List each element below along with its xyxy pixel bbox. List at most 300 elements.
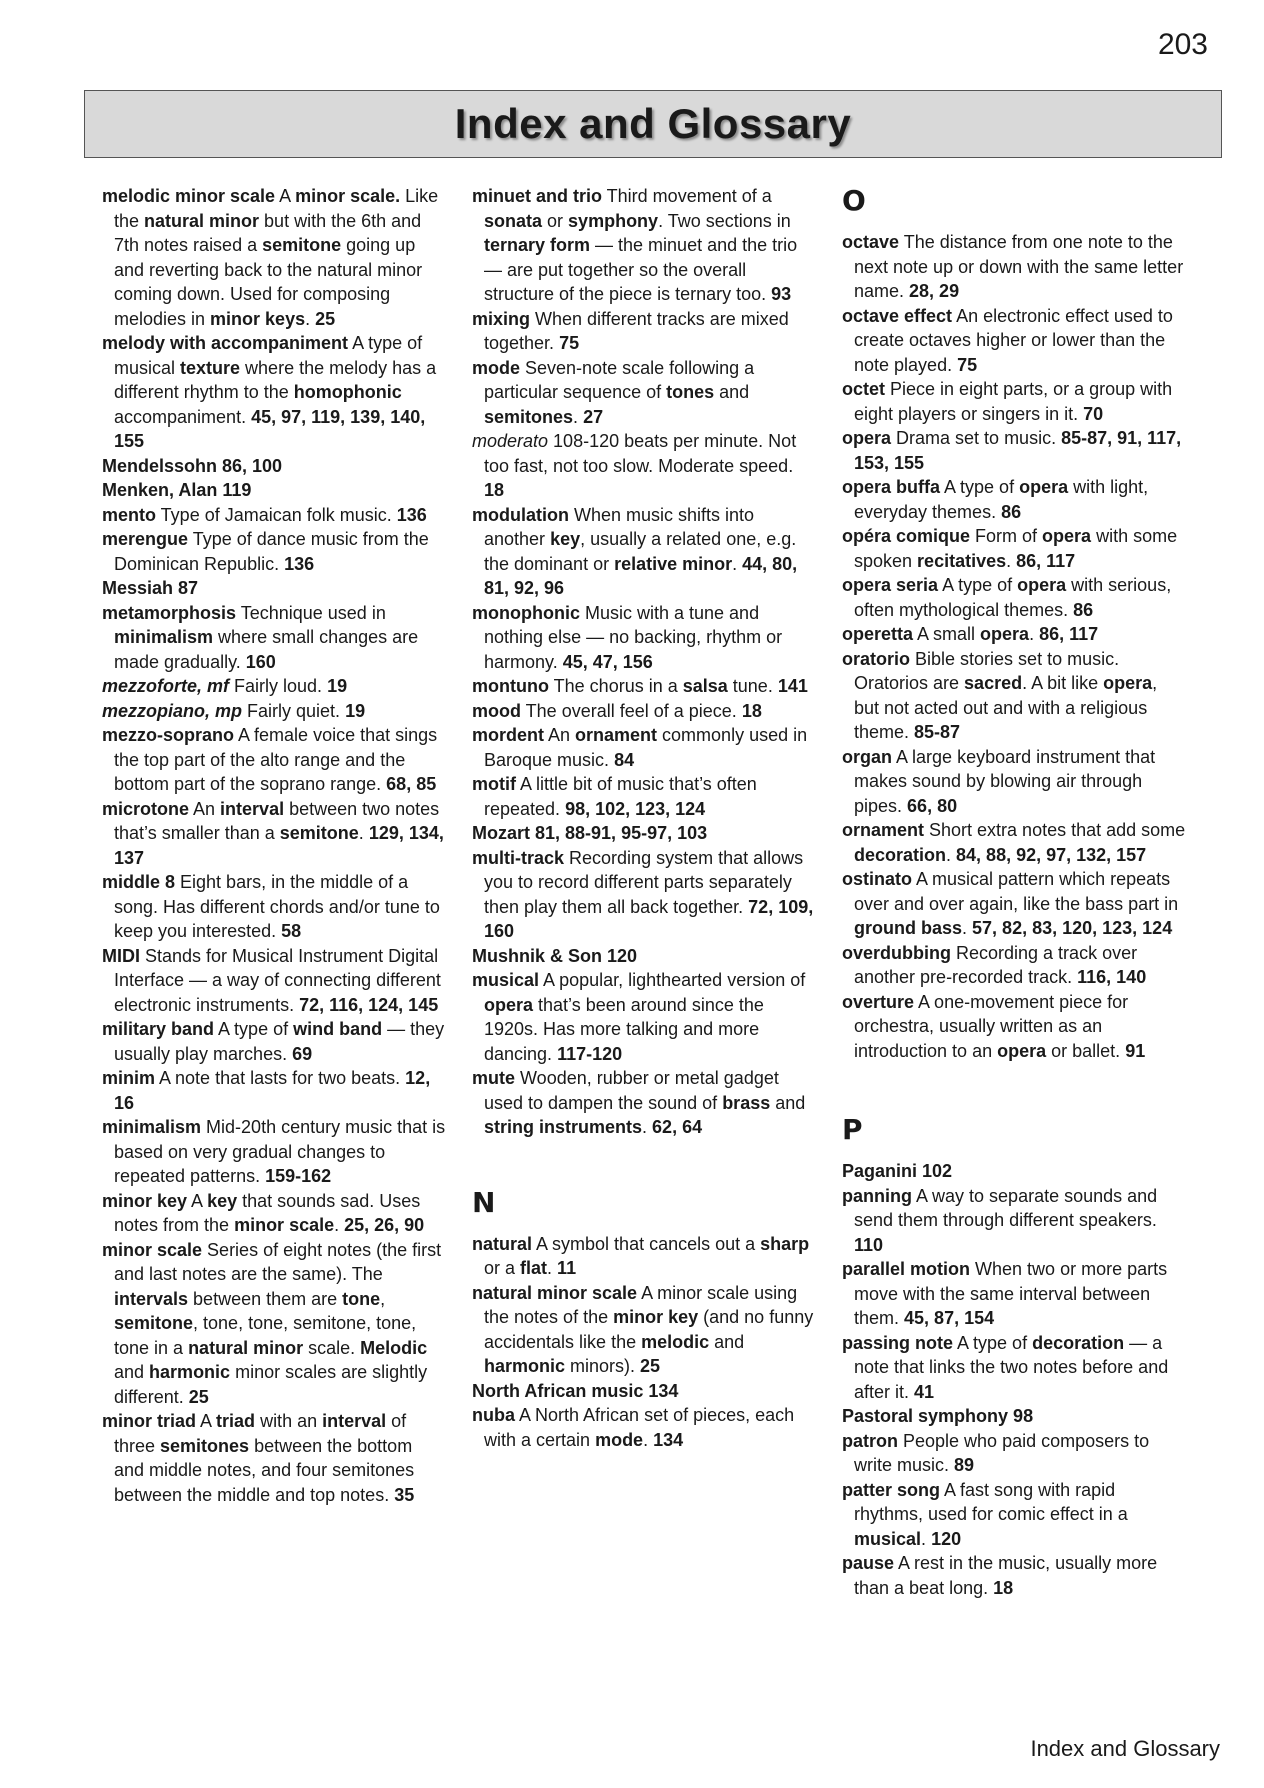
bold-text: 12, 16 (114, 1068, 431, 1113)
bold-text: 68, 85 (386, 774, 437, 794)
bold-text: organ (842, 746, 893, 767)
definition-text: with serious, often mythological themes. (854, 575, 1172, 620)
bold-text: semitone (114, 1313, 194, 1333)
index-entry (842, 573, 1187, 622)
bold-text: sacred (964, 673, 1023, 693)
bold-text: brass (722, 1092, 771, 1113)
bold-text: minor key (613, 1307, 699, 1327)
index-entry (842, 377, 1187, 426)
definition-text: between the bottom and middle notes, and four semitones between the middle and top notes. (114, 1435, 415, 1505)
index-entry (842, 1159, 1187, 1184)
index-entry (472, 674, 817, 699)
bold-text: opera (1019, 477, 1069, 497)
definition-text: A way to separate sounds and send them through different speakers. (854, 1185, 1158, 1230)
bold-text: harmonic (484, 1356, 566, 1376)
index-entry (842, 1404, 1187, 1429)
bold-text: wind band (293, 1019, 383, 1039)
definition-text: . (573, 406, 584, 427)
index-entry (102, 1115, 447, 1189)
index-entry (102, 576, 447, 601)
index-entry (842, 1429, 1187, 1478)
bold-text: overdubbing (842, 942, 951, 963)
italic-text: moderato (472, 431, 549, 451)
bold-text: 91 (1125, 1040, 1146, 1061)
bold-text: mezzo-soprano (102, 725, 235, 745)
bold-text: octave (842, 232, 900, 252)
bold-text: texture (180, 357, 241, 378)
index-entry (472, 968, 817, 1066)
index-entry (102, 1238, 447, 1410)
bold-text: 28, 29 (909, 281, 960, 301)
definition-text: . (1006, 550, 1017, 571)
definition-text: and (714, 382, 750, 402)
bold-text: opera buffa (842, 477, 941, 497)
bold-text: 136 (284, 553, 315, 574)
bold-text: 27 (583, 406, 604, 427)
index-entry (472, 601, 817, 675)
bold-text: 160 (245, 651, 276, 672)
definition-text: . (358, 823, 369, 843)
bold-text: 18 (741, 700, 762, 721)
bold-text: interval (220, 798, 285, 819)
bold-text: opera (842, 428, 892, 448)
index-entry (472, 356, 817, 430)
definition-text: Eight bars, in the middle of a song. Has different chords and/or tune to keep you interested. (114, 872, 440, 941)
definition-text: Stands for Musical Instrument Digital Interface — a way of connecting different electronic instruments. (114, 945, 441, 1015)
index-entry (102, 723, 447, 797)
bold-text: interval (322, 1411, 387, 1431)
index-entry (472, 944, 817, 969)
index-entry (472, 723, 817, 772)
definition-text: with light, everyday themes. (854, 477, 1149, 522)
bold-text: triad (216, 1411, 256, 1431)
bold-text: 25 (640, 1356, 661, 1376)
definition-text: Music with a tune and nothing else — no backing, rhythm or harmony. (484, 602, 783, 672)
bold-text: pause (842, 1553, 895, 1573)
bold-text: flat (520, 1258, 548, 1278)
bold-text: patter song (842, 1479, 941, 1500)
bold-text: minimalism (102, 1117, 202, 1137)
bold-text: decoration (1032, 1332, 1125, 1353)
bold-text: Melodic (360, 1337, 428, 1358)
bold-text: semitones (484, 406, 574, 427)
bold-text: operetta (842, 624, 914, 644)
bold-text: opera (1017, 575, 1067, 595)
bold-text: musical (472, 970, 540, 990)
definition-text: that sounds sad. Uses notes from the (114, 1190, 421, 1235)
index-entry (472, 821, 817, 846)
bold-text: 86, 117 (1039, 624, 1099, 644)
bold-text: natural minor scale (472, 1282, 638, 1303)
bold-text: 75 (957, 354, 978, 375)
index-entry (472, 1066, 817, 1140)
bold-text: Paganini 102 (842, 1161, 953, 1181)
definition-text: Drama set to music. (891, 428, 1062, 448)
bold-text: relative minor (614, 553, 733, 574)
bold-text: 93 (771, 284, 792, 304)
bold-text: oratorio (842, 648, 911, 669)
bold-text: 58 (281, 921, 302, 941)
definition-text: where the melody has a different rhythm to the (114, 357, 437, 402)
definition-text: Piece in eight parts, or a group with eight players or singers in it. (854, 379, 1173, 424)
bold-text: sharp (760, 1233, 810, 1254)
bold-text: 57, 82, 83, 120, 123, 124 (972, 918, 1173, 938)
definition-text: A little bit of music that’s often repeated. (484, 774, 757, 819)
bold-text: 11 (557, 1258, 577, 1278)
bold-text: 18 (484, 480, 505, 500)
definition-text: 108-120 beats per minute. Not too fast, not too slow. Moderate speed. (484, 431, 797, 476)
definition-text: scale. (303, 1337, 361, 1358)
bold-text: nuba (472, 1405, 515, 1425)
bold-text: 41 (914, 1381, 935, 1402)
bold-text: 35 (394, 1484, 415, 1505)
bold-text: 62, 64 (652, 1117, 703, 1137)
definition-text: . (643, 1429, 654, 1450)
bold-text: melody with accompaniment (102, 333, 349, 353)
index-entry (102, 478, 447, 503)
title-banner (84, 90, 1222, 158)
bold-text: 45, 97, 119, 139, 140, 155 (114, 406, 426, 451)
index-entry (472, 699, 817, 724)
index-entry (472, 503, 817, 601)
index-entry (842, 426, 1187, 475)
definition-text: Recording system that allows you to record different parts separately then play them all back together. (484, 847, 804, 917)
index-entry (102, 674, 447, 699)
bold-text: mood (472, 700, 521, 721)
bold-text: natural minor (188, 1337, 304, 1358)
bold-italic-text: mezzopiano, mp (102, 700, 243, 721)
definition-text: with an (255, 1411, 323, 1431)
bold-text: mixing (472, 308, 531, 329)
bold-text: minor scale (234, 1215, 335, 1235)
bold-text: modulation (472, 504, 569, 525)
index-entry (842, 818, 1187, 867)
definition-text: , usually a related one, e.g. the dominant or (484, 529, 797, 574)
bold-text: Messiah 87 (102, 578, 199, 598)
bold-text: intervals (114, 1288, 189, 1309)
definition-text: A one-movement piece for orchestra, usually written as an introduction to an (854, 991, 1129, 1061)
bold-text: ground bass (854, 918, 963, 938)
definition-text: where small changes are made gradually. (114, 627, 419, 672)
bold-text: motif (472, 774, 516, 794)
definition-text: , but not acted out and with a religious theme. (854, 673, 1158, 742)
definition-text: Type of Jamaican folk music. (156, 504, 397, 525)
definition-text: Mid-20th century music that is based on very gradual changes to repeated patterns. (114, 1117, 446, 1186)
index-column-1 (102, 184, 447, 1507)
definition-text: and (114, 1362, 150, 1382)
index-entry (472, 772, 817, 821)
definition-text: Wooden, rubber or metal gadget used to dampen the sound of (484, 1068, 779, 1113)
index-entry (102, 527, 447, 576)
definition-text: going up and reverting back to the natural minor coming down. Used for composing melodies in (114, 235, 423, 329)
definition-text: commonly used in Baroque music. (484, 725, 808, 770)
definition-text: . (732, 553, 743, 574)
bold-text: ornament (575, 725, 658, 745)
page-number: 203 (1157, 28, 1208, 61)
bold-text: 44, 80, 81, 92, 96 (484, 553, 798, 598)
bold-text: minor scale. (295, 186, 401, 206)
bold-text: 45, 87, 154 (904, 1308, 995, 1328)
bold-text: MIDI (102, 945, 140, 966)
definition-text: A fast song with rapid rhythms, used for comic effect in a (854, 1479, 1128, 1524)
bold-text: 19 (327, 676, 348, 696)
definition-text: of three (114, 1411, 407, 1456)
index-entry (842, 622, 1187, 647)
bold-text: 18 (993, 1577, 1014, 1598)
bold-text: 86 (1073, 599, 1094, 620)
bold-text: 45, 47, 156 (562, 651, 653, 672)
index-entry (102, 1409, 447, 1507)
bold-text: Menken, Alan 119 (102, 480, 252, 500)
bold-text: metamorphosis (102, 602, 237, 623)
bold-text: 120 (931, 1528, 962, 1549)
bold-text: overture (842, 991, 915, 1012)
bold-text: 72, 116, 124, 145 (299, 994, 439, 1015)
bold-text: 116, 140 (1077, 967, 1147, 987)
bold-text: mordent (472, 725, 544, 745)
bold-text: mode (472, 357, 521, 378)
definition-text: A type of (953, 1332, 1033, 1353)
bold-text: octave effect (842, 305, 953, 326)
bold-text: key (550, 529, 581, 549)
footer-label: Index and Glossary (1030, 1736, 1220, 1761)
index-entry (472, 1403, 817, 1452)
bold-text: minimalism (114, 627, 214, 647)
bold-text: semitone (279, 823, 359, 843)
definition-text: A female voice that sings the top part of the alto range and the bottom part of the soprano range. (114, 725, 438, 794)
bold-text: passing note (842, 1332, 954, 1353)
bold-text: semitone (262, 235, 342, 255)
index-entry (472, 307, 817, 356)
index-entry (842, 647, 1187, 745)
bold-text: 85-87, 91, 117, 153, 155 (854, 428, 1182, 473)
index-entry (842, 304, 1187, 378)
definition-text: An (189, 798, 221, 819)
bold-text: natural (472, 1233, 533, 1254)
index-entry (842, 941, 1187, 990)
definition-text: Like the (114, 186, 439, 231)
index-entry (102, 1189, 447, 1238)
bold-text: ostinato (842, 869, 912, 889)
definition-text: A (275, 186, 296, 206)
definition-text: Third movement of a (602, 186, 772, 206)
bold-text: 110 (854, 1234, 884, 1255)
bold-text: parallel motion (842, 1259, 971, 1279)
definition-text: minors). (565, 1356, 641, 1376)
bold-text: sonata (484, 210, 543, 231)
definition-text: or a (484, 1258, 521, 1278)
bold-text: mode (595, 1429, 644, 1450)
definition-text: A symbol that cancels out a (532, 1233, 761, 1254)
bold-text: minuet and trio (472, 186, 602, 206)
bold-text: 84 (614, 749, 635, 770)
definition-text: , (380, 1288, 386, 1309)
definition-text: Recording a track over another pre-recorded track. (854, 942, 1138, 987)
definition-text: Fairly loud. (229, 676, 328, 696)
definition-text: A rest in the music, usually more than a beat long. (854, 1553, 1158, 1598)
definition-text: A minor scale using the notes of the (484, 1282, 798, 1327)
bold-text: monophonic (472, 602, 580, 623)
bold-text: merengue (102, 529, 189, 549)
bold-text: 69 (292, 1043, 313, 1064)
bold-text: ternary form (484, 235, 591, 255)
bold-text: opera (1103, 673, 1153, 693)
bold-text: minor triad (102, 1411, 197, 1431)
definition-text: that’s been around since the 1920s. Has more talking and more dancing. (484, 994, 764, 1064)
section-spacer (842, 1063, 1187, 1113)
definition-text: , tone, tone, semitone, tone, tone in a (114, 1313, 417, 1358)
bold-text: 136 (396, 504, 427, 525)
bold-text: recitatives (917, 550, 1007, 571)
definition-text: Fairly quiet. (242, 700, 346, 721)
section-letter-o: O (842, 184, 866, 217)
bold-text: 70 (1083, 403, 1104, 424)
definition-text: A small (913, 624, 981, 644)
index-entry (472, 429, 817, 503)
bold-text: 141 (777, 676, 808, 696)
index-entry (102, 184, 447, 331)
section-letter-p: P (842, 1113, 863, 1146)
definition-text: accompaniment. (114, 406, 252, 427)
definition-text: A type of musical (114, 333, 423, 378)
definition-text: but with the 6th and 7th notes raised a (114, 210, 422, 255)
index-entry (102, 944, 447, 1018)
bold-text: 89 (954, 1455, 975, 1475)
bold-text: 98, 102, 123, 124 (565, 798, 706, 819)
bold-text: melodic (641, 1331, 710, 1352)
definition-text: . A bit like (1022, 673, 1104, 693)
bold-text: 129, 134, 137 (114, 823, 444, 868)
bold-text: ornament (842, 820, 925, 840)
bold-text: North African music 134 (472, 1380, 679, 1401)
definition-text: A (187, 1190, 208, 1211)
bold-text: minor key (102, 1190, 188, 1211)
section-letter-n: N (472, 1185, 496, 1219)
bold-text: natural minor (144, 210, 260, 231)
bold-text: 159-162 (265, 1166, 332, 1186)
index-column-2 (472, 184, 817, 1452)
definition-text: . (946, 844, 957, 865)
definition-text: between them are (188, 1288, 343, 1309)
definition-text: minor scales are slightly different. (114, 1362, 428, 1407)
bold-text: opera seria (842, 575, 939, 595)
definition-text: When two or more parts move with the same interval between them. (854, 1259, 1168, 1328)
bold-text: melodic minor scale (102, 186, 276, 206)
definition-text: People who paid composers to write music. (854, 1430, 1150, 1475)
index-entry (102, 797, 447, 871)
index-entry (472, 846, 817, 944)
index-entry (842, 1184, 1187, 1258)
definition-text: — a note that links the two notes before and after it. (854, 1332, 1169, 1402)
bold-text: semitones (160, 1435, 250, 1456)
bold-text: minor scale (102, 1239, 203, 1260)
bold-text: patron (842, 1430, 898, 1451)
definition-text: (and no funny accidentals like the (484, 1307, 814, 1352)
bold-text: opera (484, 994, 534, 1015)
definition-text: Type of dance music from the Dominican Republic. (114, 529, 429, 574)
definition-text: or (542, 210, 569, 231)
page-title: Index and Glossary (454, 100, 852, 147)
definition-text: The overall feel of a piece. (521, 700, 742, 721)
bold-text: 25 (188, 1386, 209, 1407)
bold-text: decoration (854, 844, 947, 865)
bold-text: military band (102, 1019, 215, 1039)
bold-text: Mendelssohn 86, 100 (102, 455, 283, 476)
definition-text: When music shifts into another (484, 504, 755, 549)
index-entry (842, 990, 1187, 1064)
index-entry (842, 867, 1187, 941)
bold-text: Mozart 81, 88-91, 95-97, 103 (472, 823, 708, 843)
bold-text: musical (854, 1528, 922, 1549)
definition-text: The distance from one note to the next note up or down with the same letter name. (854, 232, 1184, 301)
definition-text: A type of (214, 1019, 294, 1039)
bold-text: key (207, 1190, 238, 1211)
definition-text: Technique used in (236, 602, 386, 623)
definition-text: . Two sections in (658, 210, 791, 231)
definition-text: . (305, 308, 316, 329)
index-entry (472, 1232, 817, 1281)
definition-text: . (334, 1215, 345, 1235)
bold-text: salsa (682, 676, 728, 696)
index-entry (842, 1478, 1187, 1552)
bold-text: 134 (653, 1429, 684, 1450)
definition-text: . (642, 1117, 653, 1137)
index-entry (842, 475, 1187, 524)
bold-text: 86 (1001, 501, 1022, 522)
bold-text: tones (666, 382, 715, 402)
bold-text: 19 (345, 700, 366, 721)
bold-text: 86, 117 (1016, 550, 1076, 571)
bold-text: middle 8 (102, 872, 176, 892)
bold-text: microtone (102, 798, 190, 819)
definition-text: and (770, 1092, 806, 1113)
index-entry (102, 1066, 447, 1115)
definition-text: When different tracks are mixed together. (484, 308, 789, 353)
section-spacer (472, 1140, 817, 1186)
index-entry (102, 331, 447, 454)
definition-text: A musical pattern which repeats over and over again, like the bass part in (854, 869, 1179, 914)
bold-text: opera (1042, 526, 1092, 546)
definition-text: . (921, 1528, 932, 1549)
bold-text: homophonic (293, 382, 402, 402)
index-entry (472, 1379, 817, 1404)
bold-text: multi-track (472, 847, 565, 868)
bold-text: opera (997, 1040, 1047, 1061)
definition-text: An (544, 725, 576, 745)
bold-text: symphony (568, 210, 659, 231)
definition-text: A (196, 1411, 217, 1431)
index-entry (102, 699, 447, 724)
definition-text: between two notes that’s smaller than a (114, 798, 440, 843)
definition-text: A large keyboard instrument that makes sound by blowing air through pipes. (854, 746, 1156, 816)
definition-text: The chorus in a (548, 676, 683, 696)
index-entry (102, 454, 447, 479)
bold-text: string instruments (484, 1117, 643, 1137)
definition-text: Short extra notes that add some (924, 820, 1186, 840)
bold-text: Mushnik & Son 120 (472, 945, 638, 966)
index-entry (472, 1281, 817, 1379)
definition-text: Form of (970, 526, 1043, 546)
bold-text: 75 (559, 333, 580, 353)
definition-text: A North African set of pieces, each with a certain (484, 1405, 795, 1450)
bold-text: 117-120 (557, 1043, 623, 1064)
definition-text: A note that lasts for two beats. (155, 1068, 406, 1088)
definition-text: An electronic effect used to create octaves higher or lower than the note played. (854, 305, 1173, 375)
definition-text: tune. (727, 676, 778, 696)
bold-text: 25 (315, 308, 336, 329)
bold-text: Pastoral symphony 98 (842, 1406, 1034, 1426)
definition-text: A type of (940, 477, 1020, 497)
